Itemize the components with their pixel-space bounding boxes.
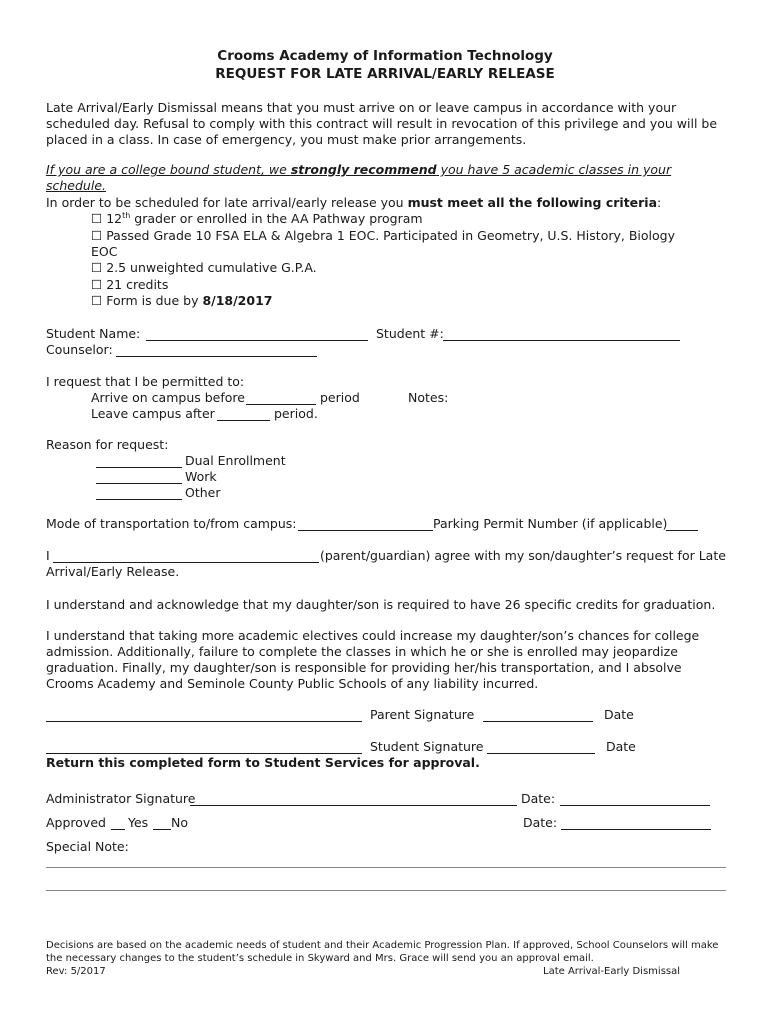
approved-yes-label: Yes [128, 815, 149, 830]
admin-date-field[interactable] [560, 805, 710, 806]
agreement-post: (parent/guardian) agree with my son/daughter’s request for Late [320, 548, 726, 563]
student-signature-field[interactable] [46, 753, 362, 754]
student-date-label: Date [606, 739, 636, 754]
approved-date-field[interactable] [561, 829, 711, 830]
special-note-label: Special Note: [46, 839, 129, 854]
recommend-emphasis: strongly recommend [290, 162, 437, 177]
parent-date-field[interactable] [483, 721, 593, 722]
reason-option-dual: Dual Enrollment [185, 453, 286, 468]
transport-label: Mode of transportation to/from campus: [46, 516, 297, 531]
criteria-intro-text: In order to be scheduled for late arrival/early release you [46, 195, 408, 210]
special-note-line-1[interactable] [46, 867, 726, 868]
criteria-item-credits [91, 277, 168, 293]
revision-label: Rev: 5/2017 [46, 966, 106, 977]
arrive-period-field[interactable] [246, 404, 316, 405]
recommend-pre: If you are a college bound student, we [46, 162, 291, 177]
parent-date-label: Date [604, 707, 634, 722]
parent-signature-label: Parent Signature [370, 707, 475, 722]
approved-no-label: No [171, 815, 188, 830]
reason-label: Reason for request: [46, 437, 169, 452]
recommend-post: you have 5 academic classes in your schedule. [46, 162, 672, 193]
criteria-item-fsa-cont: EOC [91, 244, 118, 259]
form-title: REQUEST FOR LATE ARRIVAL/EARLY RELEASE [215, 66, 555, 82]
checkbox-icon[interactable]: ☐ [91, 293, 103, 308]
checkbox-icon[interactable]: ☐ [91, 277, 103, 292]
checkbox-icon[interactable]: ☐ [91, 260, 103, 275]
reason-option-work: Work [185, 469, 217, 484]
student-number-field[interactable] [443, 340, 680, 341]
intro-paragraph: Late Arrival/Early Dismissal means that you must arrive on or leave campus in accordance with your scheduled day. Refusal to comply with this contract will result in revocation of this privilege and you will be placed in a class. In case of emergency, you must make prior arrangements. [46, 100, 718, 147]
checkbox-icon[interactable]: ☐ [91, 228, 103, 243]
special-note-line-2[interactable] [46, 890, 726, 891]
request-intro: I request that I be permitted to: [46, 374, 245, 389]
criteria-item-gpa [91, 260, 317, 276]
reason-option-other: Other [185, 485, 221, 500]
footer-note: Decisions are based on the academic needs of student and their Academic Progression Plan. If approved, School Counselors will make the necessary changes to the student’s schedule in Skyward and Mrs. Grace will send you an approval email. [46, 940, 719, 964]
criteria-item-gpa-text: 2.5 unweighted cumulative G.P.A. [106, 260, 317, 275]
approved-no-field[interactable] [153, 829, 171, 830]
criteria-item-grade [91, 211, 423, 227]
admin-date-label: Date: [521, 791, 556, 806]
approved-yes-field[interactable] [111, 829, 125, 830]
counselor-label: Counselor: [46, 342, 113, 357]
criteria-intro [46, 195, 661, 211]
leave-suffix: period. [274, 406, 318, 421]
criteria-item-grade-sup: th [122, 210, 131, 220]
reason-dual-field[interactable] [96, 467, 182, 468]
criteria-item-fsa [91, 228, 675, 244]
approved-date-label: Date: [523, 815, 558, 830]
student-name-label: Student Name: [46, 326, 141, 341]
checkbox-icon[interactable]: ☐ [91, 211, 103, 226]
arrive-label: Arrive on campus before [91, 390, 245, 405]
parent-signature-field[interactable] [46, 721, 362, 722]
reason-work-field[interactable] [96, 483, 182, 484]
counselor-field[interactable] [116, 356, 317, 357]
agreement-pre: I [46, 548, 50, 563]
return-note: Return this completed form to Student Services for approval. [46, 755, 480, 770]
student-number-label: Student #: [376, 326, 444, 341]
criteria-item-due [91, 293, 272, 309]
admin-signature-label: Administrator Signature [46, 791, 196, 806]
student-date-field[interactable] [487, 753, 595, 754]
criteria-item-fsa-text: Passed Grade 10 FSA ELA & Algebra 1 EOC. Participated in Geometry, U.S. History, Biology [106, 228, 675, 243]
criteria-intro-colon: : [657, 195, 662, 210]
student-name-field[interactable] [146, 340, 368, 341]
parent-name-field[interactable] [53, 562, 319, 563]
parking-field[interactable] [666, 530, 698, 531]
leave-period-field[interactable] [217, 420, 270, 421]
electives-paragraph: I understand that taking more academic electives could increase my daughter/son’s chances for college admission. Additionally, failure to complete the classes in which he or she is enrolled may jeopardize graduation. Finally, my daughter/son is responsible for providing her/his transportation, and I absolve Crooms Academy and Seminole County Public Schools of any liability incurred. [46, 628, 700, 691]
criteria-item-due-text: Form is due by [106, 293, 203, 308]
leave-label: Leave campus after [91, 406, 215, 421]
criteria-intro-emphasis: must meet all the following criteria [407, 195, 658, 210]
criteria-item-grade-num: 12 [106, 211, 123, 226]
document-name: Late Arrival-Early Dismissal [543, 966, 681, 977]
admin-signature-field[interactable] [190, 805, 517, 806]
approved-label: Approved [46, 815, 106, 830]
reason-other-field[interactable] [96, 499, 182, 500]
school-name: Crooms Academy of Information Technology [217, 48, 553, 64]
agreement-cont: Arrival/Early Release. [46, 564, 180, 579]
transport-field[interactable] [298, 530, 433, 531]
notes-label: Notes: [408, 390, 449, 405]
recommend-line [46, 162, 726, 194]
criteria-item-grade-text: grader or enrolled in the AA Pathway program [130, 211, 423, 226]
arrive-suffix: period [320, 390, 360, 405]
acknowledge-paragraph: I understand and acknowledge that my daughter/son is required to have 26 specific credits for graduation. [46, 597, 716, 612]
student-signature-label: Student Signature [370, 739, 484, 754]
parking-label: Parking Permit Number (if applicable) [433, 516, 668, 531]
due-date: 8/18/2017 [202, 293, 273, 308]
criteria-item-credits-text: 21 credits [106, 277, 169, 292]
